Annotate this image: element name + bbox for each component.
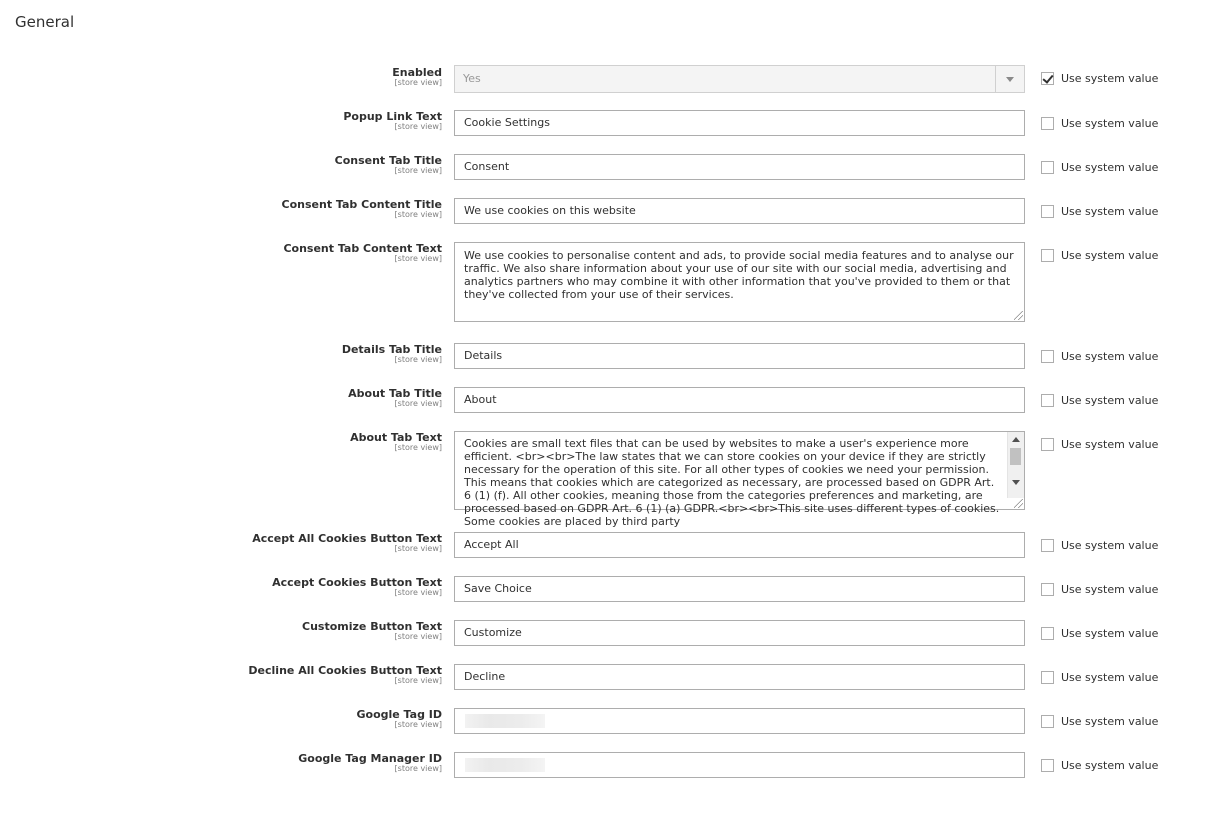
section-title: General: [15, 13, 75, 31]
use-system-value-label: Use system value: [1061, 249, 1159, 262]
resize-grip-icon[interactable]: [1014, 311, 1023, 320]
scroll-down-icon[interactable]: [1012, 480, 1020, 485]
scope-label: [store view]: [394, 122, 442, 131]
scope-label: [store view]: [394, 210, 442, 219]
popup-link-text-input[interactable]: Cookie Settings: [454, 110, 1025, 136]
use-system-value-label: Use system value: [1061, 583, 1159, 596]
scope-label: [store view]: [394, 544, 442, 553]
field-label: Google Tag Manager ID: [298, 752, 442, 765]
use-system-value-label: Use system value: [1061, 72, 1159, 85]
scope-label: [store view]: [394, 254, 442, 263]
about-tab-title-input[interactable]: About: [454, 387, 1025, 413]
use-system-value-label: Use system value: [1061, 117, 1159, 130]
field-label: Accept All Cookies Button Text: [252, 532, 442, 545]
redacted-value: [465, 758, 545, 772]
use-system-value-label: Use system value: [1061, 759, 1159, 772]
accept-all-cookies-button-text-input[interactable]: Accept All: [454, 532, 1025, 558]
chevron-down-icon: [1006, 77, 1014, 82]
checkbox[interactable]: [1041, 539, 1054, 552]
field-label: Consent Tab Title: [334, 154, 442, 167]
scope-label: [store view]: [394, 443, 442, 452]
checkbox[interactable]: [1041, 715, 1054, 728]
scroll-up-icon[interactable]: [1012, 437, 1020, 442]
use-system-value-about-tab-title[interactable]: [1041, 394, 1158, 407]
scope-label: [store view]: [394, 399, 442, 408]
resize-grip-icon[interactable]: [1014, 499, 1023, 508]
customize-button-text-input[interactable]: Customize: [454, 620, 1025, 646]
use-system-value-customize-button-text[interactable]: [1041, 627, 1158, 640]
checkbox[interactable]: [1041, 394, 1054, 407]
scroll-thumb[interactable]: [1010, 448, 1021, 465]
consent-tab-content-text-textarea[interactable]: [454, 242, 1025, 322]
use-system-value-decline-all-cookies-button-text[interactable]: [1041, 671, 1158, 684]
use-system-value-about-tab-text[interactable]: [1041, 438, 1158, 451]
field-label: Consent Tab Content Title: [281, 198, 442, 211]
use-system-value-popup-link-text[interactable]: [1041, 117, 1158, 130]
use-system-value-google-tag-manager-id[interactable]: [1041, 759, 1158, 772]
details-tab-title-input[interactable]: Details: [454, 343, 1025, 369]
checkbox[interactable]: [1041, 759, 1054, 772]
scope-label: [store view]: [394, 720, 442, 729]
redacted-value: [465, 714, 545, 728]
scope-label: [store view]: [394, 632, 442, 641]
use-system-value-label: Use system value: [1061, 627, 1159, 640]
use-system-value-label: Use system value: [1061, 539, 1159, 552]
scope-label: [store view]: [394, 78, 442, 87]
use-system-value-label: Use system value: [1061, 161, 1159, 174]
textarea-scrollbar[interactable]: [1007, 432, 1024, 498]
use-system-value-label: Use system value: [1061, 394, 1159, 407]
use-system-value-accept-cookies-button-text[interactable]: [1041, 583, 1158, 596]
use-system-value-google-tag-id[interactable]: [1041, 715, 1158, 728]
scope-label: [store view]: [394, 355, 442, 364]
field-label: Decline All Cookies Button Text: [248, 664, 442, 677]
use-system-value-enabled[interactable]: [1041, 72, 1158, 85]
about-tab-text-textarea[interactable]: [454, 431, 1025, 528]
use-system-value-label: Use system value: [1061, 715, 1159, 728]
textarea-value: Cookies are small text files that can be used by websites to make a user's experience more efficient. <br><br>The law states that we can store cookies on your device if they are strictly necessary for the operation of this site. For all other types of cookies we need your permission. This means that cookies which are categorized as necessary, are processed based on GDPR Art. 6 (1) (f). All other cookies, meaning those from the categories preferences and marketing, are processed based on GDPR Art. 6 (1) (a) GDPR.<br><br>This site uses different types of cookies. Some cookies are placed by third party: [464, 437, 1000, 528]
field-label: Consent Tab Content Text: [283, 242, 442, 255]
checkbox[interactable]: [1041, 72, 1054, 85]
use-system-value-consent-tab-content-title[interactable]: [1041, 205, 1158, 218]
use-system-value-consent-tab-content-text[interactable]: [1041, 249, 1158, 262]
accept-cookies-button-text-input[interactable]: Save Choice: [454, 576, 1025, 602]
checkbox[interactable]: [1041, 671, 1054, 684]
field-label: Customize Button Text: [302, 620, 442, 633]
consent-tab-title-input[interactable]: Consent: [454, 154, 1025, 180]
select-arrow-box[interactable]: [995, 66, 1024, 92]
checkbox[interactable]: [1041, 350, 1054, 363]
google-tag-manager-id-input[interactable]: [454, 752, 1025, 778]
field-label: Details Tab Title: [341, 343, 442, 356]
decline-all-cookies-button-text-input[interactable]: Decline: [454, 664, 1025, 690]
use-system-value-label: Use system value: [1061, 671, 1159, 684]
use-system-value-label: Use system value: [1061, 205, 1159, 218]
checkbox[interactable]: [1041, 583, 1054, 596]
field-label: About Tab Title: [348, 387, 442, 400]
field-label: Enabled: [392, 66, 442, 79]
use-system-value-label: Use system value: [1061, 438, 1159, 451]
google-tag-id-input[interactable]: [454, 708, 1025, 734]
scope-label: [store view]: [394, 166, 442, 175]
scope-label: [store view]: [394, 676, 442, 685]
field-label: Google Tag ID: [356, 708, 442, 721]
checkbox[interactable]: [1041, 205, 1054, 218]
consent-tab-content-title-input[interactable]: We use cookies on this website: [454, 198, 1025, 224]
checkbox[interactable]: [1041, 249, 1054, 262]
checkbox[interactable]: [1041, 117, 1054, 130]
field-label: Popup Link Text: [343, 110, 442, 123]
select-value: Yes: [463, 72, 481, 85]
scope-label: [store view]: [394, 764, 442, 773]
checkbox[interactable]: [1041, 627, 1054, 640]
scope-label: [store view]: [394, 588, 442, 597]
checkbox[interactable]: [1041, 161, 1054, 174]
textarea-value: We use cookies to personalise content and ads, to provide social media features and to analyse our traffic. We also share information about your use of our site with our social media, advertising and analytics partners who may combine it with other information that you've provided to them or that they've collected from your use of their services.: [464, 249, 1014, 301]
use-system-value-details-tab-title[interactable]: [1041, 350, 1158, 363]
field-label: Accept Cookies Button Text: [272, 576, 442, 589]
use-system-value-consent-tab-title[interactable]: [1041, 161, 1158, 174]
use-system-value-accept-all-cookies-button-text[interactable]: [1041, 539, 1158, 552]
field-label: About Tab Text: [350, 431, 442, 444]
enabled-select[interactable]: [454, 65, 1025, 93]
checkbox[interactable]: [1041, 438, 1054, 451]
use-system-value-label: Use system value: [1061, 350, 1159, 363]
